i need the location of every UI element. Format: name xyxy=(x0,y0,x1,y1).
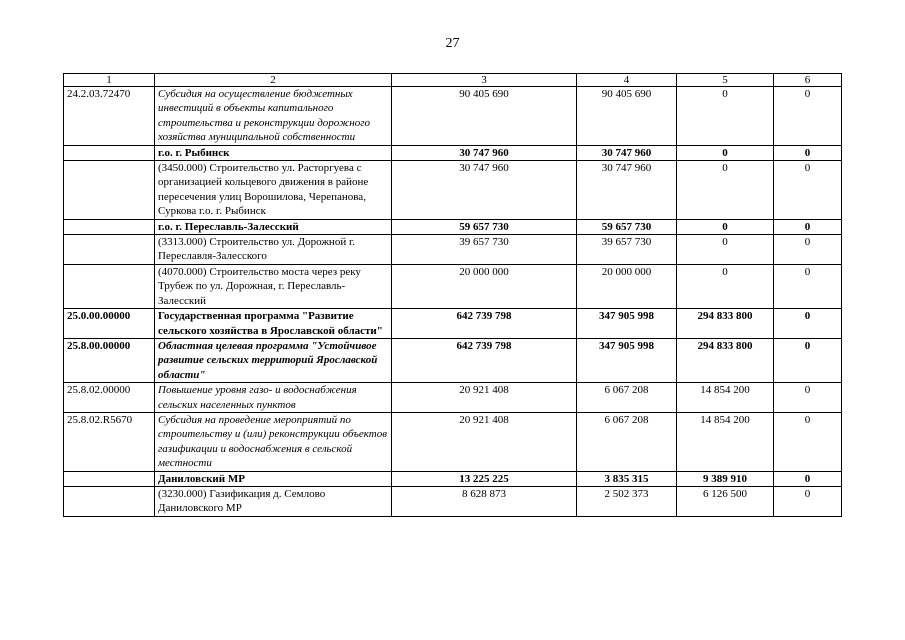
amount-col-5: 0 xyxy=(677,264,774,308)
table-row xyxy=(64,145,842,160)
table-header-row xyxy=(64,74,842,87)
amount-col-4: 30 747 960 xyxy=(577,161,677,220)
table-row xyxy=(64,383,842,413)
amount-col-6: 0 xyxy=(774,412,842,471)
amount-col-6: 0 xyxy=(774,383,842,413)
classification-code xyxy=(64,486,155,516)
classification-code xyxy=(64,264,155,308)
item-name: Повышение уровня газо- и водоснабжения сельских населенных пунктов xyxy=(155,383,392,413)
item-name: г.о. г. Рыбинск xyxy=(155,145,392,160)
amount-col-3: 59 657 730 xyxy=(392,219,577,234)
amount-col-4: 347 905 998 xyxy=(577,338,677,382)
amount-col-6: 0 xyxy=(774,486,842,516)
amount-col-4: 59 657 730 xyxy=(577,219,677,234)
amount-col-5: 9 389 910 xyxy=(677,471,774,486)
amount-col-3: 13 225 225 xyxy=(392,471,577,486)
amount-col-4: 3 835 315 xyxy=(577,471,677,486)
amount-col-4: 6 067 208 xyxy=(577,383,677,413)
amount-col-5: 0 xyxy=(677,145,774,160)
amount-col-5: 6 126 500 xyxy=(677,486,774,516)
amount-col-6: 0 xyxy=(774,338,842,382)
column-header: 4 xyxy=(577,74,677,87)
item-name: Субсидия на проведение мероприятий по строительству и (или) реконструкции объектов газификации и водоснабжения в сельской местности xyxy=(155,412,392,471)
item-name: (4070.000) Строительство моста через реку Трубеж по ул. Дорожная, г. Переславль-Залесский xyxy=(155,264,392,308)
table-row xyxy=(64,161,842,220)
classification-code: 25.8.02.R5670 xyxy=(64,412,155,471)
amount-col-3: 90 405 690 xyxy=(392,87,577,146)
table-row xyxy=(64,264,842,308)
table-row xyxy=(64,338,842,382)
amount-col-4: 20 000 000 xyxy=(577,264,677,308)
amount-col-3: 30 747 960 xyxy=(392,145,577,160)
amount-col-6: 0 xyxy=(774,87,842,146)
item-name: (3230.000) Газификация д. Семлово Даниловского МР xyxy=(155,486,392,516)
page-number: 27 xyxy=(445,36,460,51)
table-row xyxy=(64,486,842,516)
amount-col-3: 20 921 408 xyxy=(392,412,577,471)
amount-col-5: 0 xyxy=(677,161,774,220)
amount-col-6: 0 xyxy=(774,309,842,339)
amount-col-4: 347 905 998 xyxy=(577,309,677,339)
table-row xyxy=(64,87,842,146)
classification-code: 24.2.03.72470 xyxy=(64,87,155,146)
amount-col-6: 0 xyxy=(774,145,842,160)
item-name: (3450.000) Строительство ул. Расторгуева с организацией кольцевого движения в районе пересечения улиц Ворошилова, Черепанова, Суркова г.о. г. Рыбинск xyxy=(155,161,392,220)
amount-col-5: 14 854 200 xyxy=(677,383,774,413)
amount-col-5: 294 833 800 xyxy=(677,309,774,339)
amount-col-4: 90 405 690 xyxy=(577,87,677,146)
amount-col-5: 0 xyxy=(677,87,774,146)
column-header: 3 xyxy=(392,74,577,87)
column-header: 6 xyxy=(774,74,842,87)
item-name: Государственная программа "Развитие сельского хозяйства в Ярославской области" xyxy=(155,309,392,339)
classification-code: 25.8.02.00000 xyxy=(64,383,155,413)
amount-col-3: 8 628 873 xyxy=(392,486,577,516)
table-row xyxy=(64,235,842,265)
amount-col-6: 0 xyxy=(774,235,842,265)
amount-col-3: 20 921 408 xyxy=(392,383,577,413)
classification-code xyxy=(64,219,155,234)
amount-col-3: 20 000 000 xyxy=(392,264,577,308)
column-header: 2 xyxy=(155,74,392,87)
column-header: 1 xyxy=(64,74,155,87)
amount-col-6: 0 xyxy=(774,161,842,220)
amount-col-5: 0 xyxy=(677,219,774,234)
table-row xyxy=(64,309,842,339)
table-row xyxy=(64,412,842,471)
item-name: (3313.000) Строительство ул. Дорожной г. Переславля-Залесского xyxy=(155,235,392,265)
table-row xyxy=(64,219,842,234)
column-header: 5 xyxy=(677,74,774,87)
amount-col-3: 642 739 798 xyxy=(392,309,577,339)
amount-col-4: 39 657 730 xyxy=(577,235,677,265)
amount-col-5: 14 854 200 xyxy=(677,412,774,471)
item-name: Областная целевая программа "Устойчивое развитие сельских территорий Ярославской области" xyxy=(155,338,392,382)
item-name: г.о. г. Переславль-Залесский xyxy=(155,219,392,234)
amount-col-4: 30 747 960 xyxy=(577,145,677,160)
classification-code xyxy=(64,161,155,220)
amount-col-3: 642 739 798 xyxy=(392,338,577,382)
amount-col-3: 39 657 730 xyxy=(392,235,577,265)
classification-code xyxy=(64,235,155,265)
table-row xyxy=(64,471,842,486)
amount-col-4: 6 067 208 xyxy=(577,412,677,471)
classification-code xyxy=(64,471,155,486)
amount-col-5: 294 833 800 xyxy=(677,338,774,382)
classification-code: 25.8.00.00000 xyxy=(64,338,155,382)
amount-col-6: 0 xyxy=(774,219,842,234)
classification-code: 25.0.00.00000 xyxy=(64,309,155,339)
classification-code xyxy=(64,145,155,160)
item-name: Даниловский МР xyxy=(155,471,392,486)
amount-col-4: 2 502 373 xyxy=(577,486,677,516)
budget-table xyxy=(63,73,842,517)
amount-col-6: 0 xyxy=(774,471,842,486)
amount-col-3: 30 747 960 xyxy=(392,161,577,220)
amount-col-5: 0 xyxy=(677,235,774,265)
item-name: Субсидия на осуществление бюджетных инвестиций в объекты капитального строительства и реконструкции дорожного хозяйства муниципальной собственности xyxy=(155,87,392,146)
amount-col-6: 0 xyxy=(774,264,842,308)
